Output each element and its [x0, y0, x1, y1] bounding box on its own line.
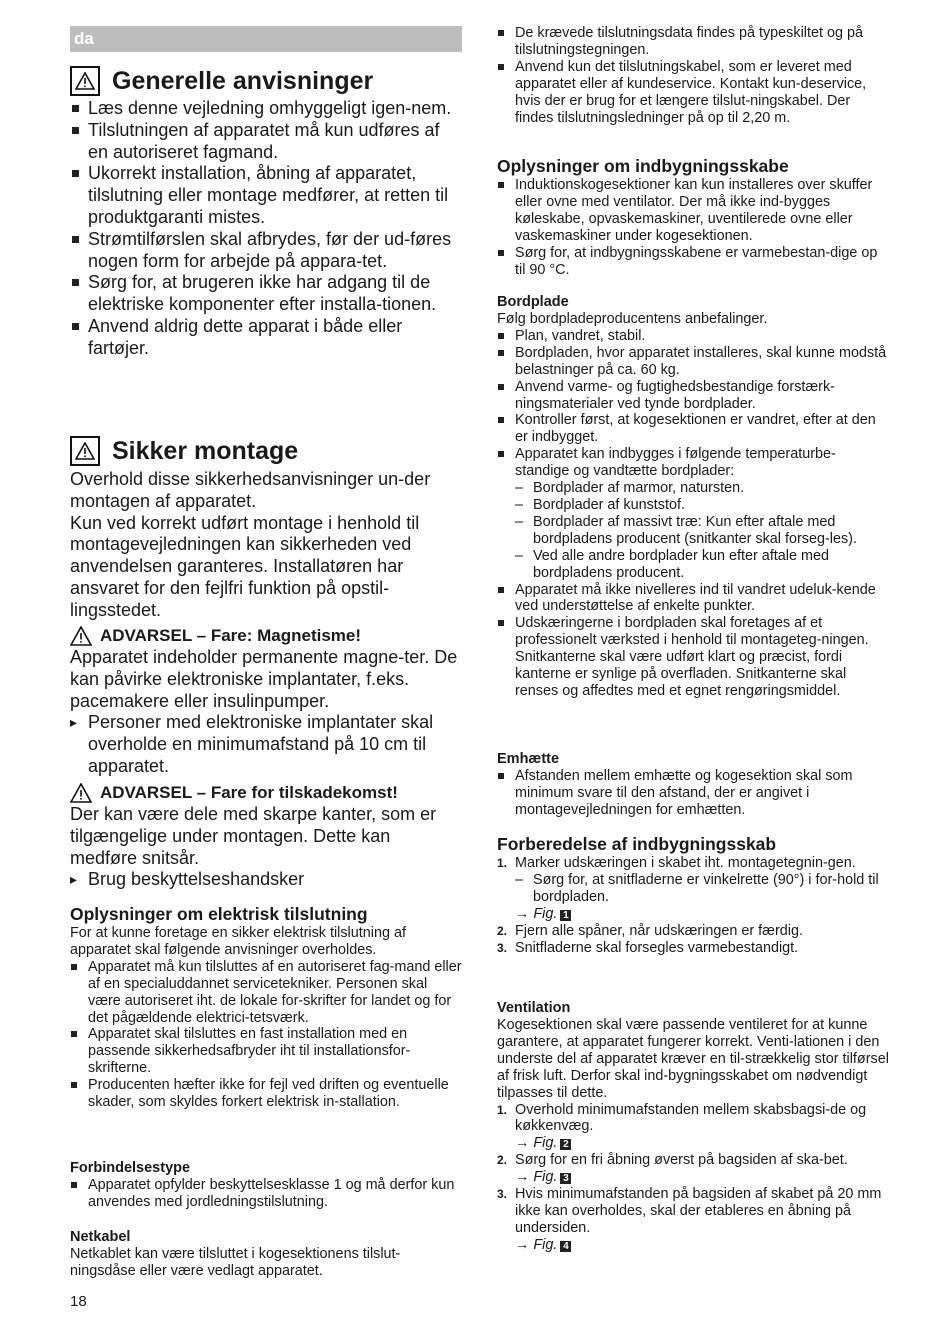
- list-item: – Bordplader af massivt træ: Kun efter aftale med bordpladens producent (snitkanter skal forseg-les).: [515, 514, 889, 548]
- forberedelse-steps-2: [497, 923, 889, 957]
- warning-magnetism: [70, 625, 462, 778]
- figure-reference: [497, 1169, 889, 1186]
- list-item: Tilslutningen af apparatet må kun udføres af en autoriseret fagmand.: [70, 120, 462, 164]
- list-item: Sørg for, at brugeren ikke har adgang til de elektriske komponenter efter installa-tionen.: [70, 272, 462, 316]
- forberedelse-steps: [497, 855, 889, 872]
- step-number: 2.: [497, 923, 508, 938]
- paragraph: Netkablet kan være tilsluttet i kogesektionens tilslut-ningsdåse eller være vedlagt apparatet.: [70, 1246, 401, 1279]
- warning-injury: [70, 782, 462, 891]
- list-item: Apparatet skal tilsluttes en fast installation med en passende sikkerhedsafbryder iht til installationsfor-skrifterne.: [70, 1026, 462, 1077]
- step-number: 1.: [497, 856, 508, 870]
- step-item: [497, 855, 889, 872]
- list-item: Apparatet kan indbygges i følgende temperaturbe-standige og vandtætte bordplader:: [497, 446, 889, 480]
- step-number: 1.: [497, 1102, 508, 1117]
- figure-number: 4: [560, 1241, 571, 1252]
- step-item: [497, 1152, 889, 1169]
- list-item: – Bordplader af marmor, natursten.: [515, 480, 889, 497]
- section-heading: Oplysninger om elektrisk tilslutning: [70, 904, 368, 924]
- list-item: De krævede tilslutningsdata findes på typeskiltet og på tilslutningstegningen.: [497, 25, 889, 59]
- netkabel-section: [70, 1228, 462, 1280]
- bordplade-list-b: [497, 582, 889, 700]
- figure-reference: [497, 906, 889, 923]
- ventilation-section: [497, 999, 889, 1254]
- step-text: Fjern alle spåner, når udskæringen er færdig.: [515, 922, 803, 939]
- action-item: ▸ Brug beskyttelseshandsker: [70, 869, 462, 891]
- list-item: Anvend varme- og fugtighedsbestandige forstærk-ningsmaterialer ved tynde bordplader.: [497, 379, 889, 413]
- step-text: Hvis minimumafstanden på bagsiden af skabet på 20 mm ikke kan overholdes, skal der etableres en åbning på undersiden.: [515, 1186, 882, 1236]
- emhaette-list: [497, 768, 889, 819]
- figure-number: 3: [560, 1173, 571, 1184]
- paragraph: Der kan være dele med skarpe kanter, som er tilgængelige under montagen. Dette kan medføre snitsår.: [70, 804, 437, 868]
- subsection-heading: Netkabel: [70, 1229, 131, 1245]
- figure-number: 2: [560, 1139, 571, 1150]
- emhaette-section: [497, 750, 889, 819]
- list-item: Strømtilførslen skal afbrydes, før der ud-føres nogen form for arbejde på appara-tet.: [70, 229, 462, 273]
- paragraph: Kogesektionen skal være passende ventileret for at kunne garantere, at apparatet fungerer korrekt. Venti-lationen i den underste del af apparatet kræver en til-strækkelig stor tilførsel af frisk luft. Derfor skal ind-bygningsskabet om nødvendigt tilpasses til dette.: [497, 1017, 889, 1101]
- warning-title: ADVARSEL – Fare for tilskadekomst!: [100, 783, 398, 802]
- generelle-title: Generelle anvisninger: [112, 67, 374, 95]
- section-heading: Oplysninger om indbygningsskabe: [497, 156, 789, 176]
- warning-triangle-icon: [70, 626, 92, 646]
- warning-heading: [70, 625, 462, 647]
- step-number: 2.: [497, 1153, 508, 1168]
- list-item: Læs denne vejledning omhyggeligt igen-nem.: [70, 98, 462, 120]
- list-item: Apparatet må ikke nivelleres ind til vandret udeluk-kende ved understøttelse af enkelte punkter.: [497, 582, 889, 616]
- ventilation-steps-3: [497, 1186, 889, 1237]
- language-code: da: [74, 29, 94, 48]
- list-item: – Sørg for, at snitfladerne er vinkelrette (90°) i for-hold til bordpladen.: [515, 872, 889, 906]
- figure-reference: [497, 1237, 889, 1254]
- list-item: Apparatet må kun tilsluttes af en autoriseret fag-mand eller af en specialuddannet servicetekniker. Personen skal være autoriseret iht. de lokale for-skrifter for landet og for det pågældende elektrici-tetsværk.: [70, 959, 462, 1027]
- forbindelse-section: [70, 1159, 462, 1211]
- list-item: Sørg for, at indbygningsskabene er varmebestan-dige op til 90 °C.: [497, 245, 889, 279]
- subsection-heading: Forbindelsestype: [70, 1160, 191, 1176]
- action-item: ▸ Personer med elektroniske implantater skal overholde en minimumafstand på 10 cm til apparatet.: [70, 712, 462, 777]
- forberedelse-section: [497, 834, 889, 956]
- list-item: – Bordplader af kunststof.: [515, 497, 889, 514]
- forberedelse-dash-list: [497, 872, 889, 906]
- subsection-heading: Ventilation: [497, 1000, 571, 1016]
- bordplade-list: [497, 328, 889, 480]
- figure-reference: [497, 1135, 889, 1152]
- warning-title: ADVARSEL – Fare: Magnetisme!: [100, 626, 362, 645]
- list-item: – Ved alle andre bordplader kun efter aftale med bordpladens producent.: [515, 548, 889, 582]
- paragraph: Overhold disse sikkerhedsanvisninger un-der montagen af apparatet.: [70, 469, 431, 511]
- list-item: Bordpladen, hvor apparatet installeres, skal kunne modstå belastninger på ca. 60 kg.: [497, 345, 889, 379]
- section-heading-sikker: [70, 436, 298, 466]
- paragraph: Apparatet indeholder permanente magne-ter. De kan påvirke elektroniske implantater, f.eks. pacemakere eller insulinpumper.: [70, 647, 458, 711]
- list-item: Plan, vandret, stabil.: [497, 328, 889, 345]
- sikker-body: [70, 469, 462, 622]
- forbindelse-list: [70, 1177, 462, 1211]
- subsection-heading: Emhætte: [497, 751, 560, 767]
- elektrisk-list: [70, 959, 462, 1111]
- step-text: Sørg for en fri åbning øverst på bagsiden af ska-bet.: [515, 1152, 848, 1169]
- elektrisk-section: [70, 904, 462, 1111]
- indbygning-section: [497, 156, 889, 278]
- generelle-list: [70, 98, 462, 360]
- list-item: Kontroller først, at kogesektionen er vandret, efter at den er indbygget.: [497, 412, 889, 446]
- list-item: Afstanden mellem emhætte og kogesektion skal som minimum svare til den afstand, der er angivet i montagevejledningen for emhætten.: [497, 768, 889, 819]
- step-item: [497, 1102, 889, 1136]
- sikker-title: Sikker montage: [112, 437, 299, 465]
- list-item: Producenten hæfter ikke for fejl ved driften og eventuelle skader, som skyldes forkert elektrisk in-stallation.: [70, 1077, 462, 1111]
- ventilation-steps-2: [497, 1152, 889, 1169]
- figure-label: → Fig.: [515, 1135, 558, 1152]
- section-heading: Forberedelse af indbygningsskab: [497, 834, 777, 854]
- section-heading-generelle: [70, 66, 373, 96]
- language-bar: [70, 26, 462, 52]
- paragraph: Kun ved korrekt udført montage i henhold til montagevejledningen kan sikkerheden ved anvendelsen garanteres. Installatøren har ansvaret for den fejlfri funktion på opstil-lingsstedet.: [70, 512, 420, 620]
- figure-label: → Fig.: [515, 1169, 558, 1186]
- paragraph: Følg bordpladeproducentens anbefalinger.: [497, 311, 768, 327]
- bordplade-types-list: [497, 480, 889, 581]
- list-item: Ukorrekt installation, åbning af apparatet, tilslutning eller montage medfører, at retten til produktgaranti mistes.: [70, 163, 462, 228]
- list-item: Induktionskogesektioner kan kun installeres over skuffer eller ovne med ventilator. Der må ikke ind-bygges køleskabe, opvaskemaskiner, uventilerede ovne eller vaskemaskiner under kogesektionen.: [497, 177, 889, 245]
- warning-triangle-icon: [70, 436, 100, 466]
- tilslutning-list: [497, 25, 889, 126]
- step-text: Overhold minimumafstanden mellem skabsbagsi-de og køkkenvæg.: [515, 1101, 867, 1135]
- list-item: Anvend kun det tilslutningskabel, som er leveret med apparatet eller af kundeservice. Kontakt kun-deservice, hvis der er brug for et længere tilslut-ningskabel. Der findes tilslutningsledninger på op til 2,20 m.: [497, 59, 889, 127]
- figure-label: → Fig.: [515, 905, 558, 922]
- warning-triangle-icon: [70, 783, 92, 803]
- step-text: Snitfladerne skal forsegles varmebestandigt.: [515, 939, 799, 956]
- ventilation-steps: [497, 1102, 889, 1136]
- warning-heading: [70, 782, 462, 804]
- indbygning-list: [497, 177, 889, 278]
- list-item: Udskæringerne i bordpladen skal foretages af et professionelt værksted i henhold til montageteg-ningen. Snitkanterne skal være udført klart og præcist, fordi kanterne er synlige på overfladen. Snitkanterne skal renses og affedtes med et egnet rengøringsmiddel.: [497, 615, 889, 700]
- step-text: Marker udskæringen i skabet iht. montagetegnin-gen.: [515, 855, 856, 871]
- step-item: [497, 923, 889, 940]
- page-number: 18: [70, 1293, 87, 1310]
- list-item: Apparatet opfylder beskyttelsesklasse 1 og må derfor kun anvendes med jordledningstilslutning.: [70, 1177, 462, 1211]
- figure-number: 1: [560, 910, 571, 921]
- step-number: 3.: [497, 940, 508, 955]
- list-item: Anvend aldrig dette apparat i både eller fartøjer.: [70, 316, 462, 360]
- warning-triangle-icon: [70, 66, 100, 96]
- bordplade-section: [497, 293, 889, 700]
- step-item: [497, 940, 889, 957]
- subsection-heading: Bordplade: [497, 294, 569, 310]
- step-item: [497, 1186, 889, 1237]
- paragraph: For at kunne foretage en sikker elektrisk tilslutning af apparatet skal følgende anvisninger overholdes.: [70, 925, 406, 958]
- step-number: 3.: [497, 1187, 508, 1202]
- figure-label: → Fig.: [515, 1236, 558, 1253]
